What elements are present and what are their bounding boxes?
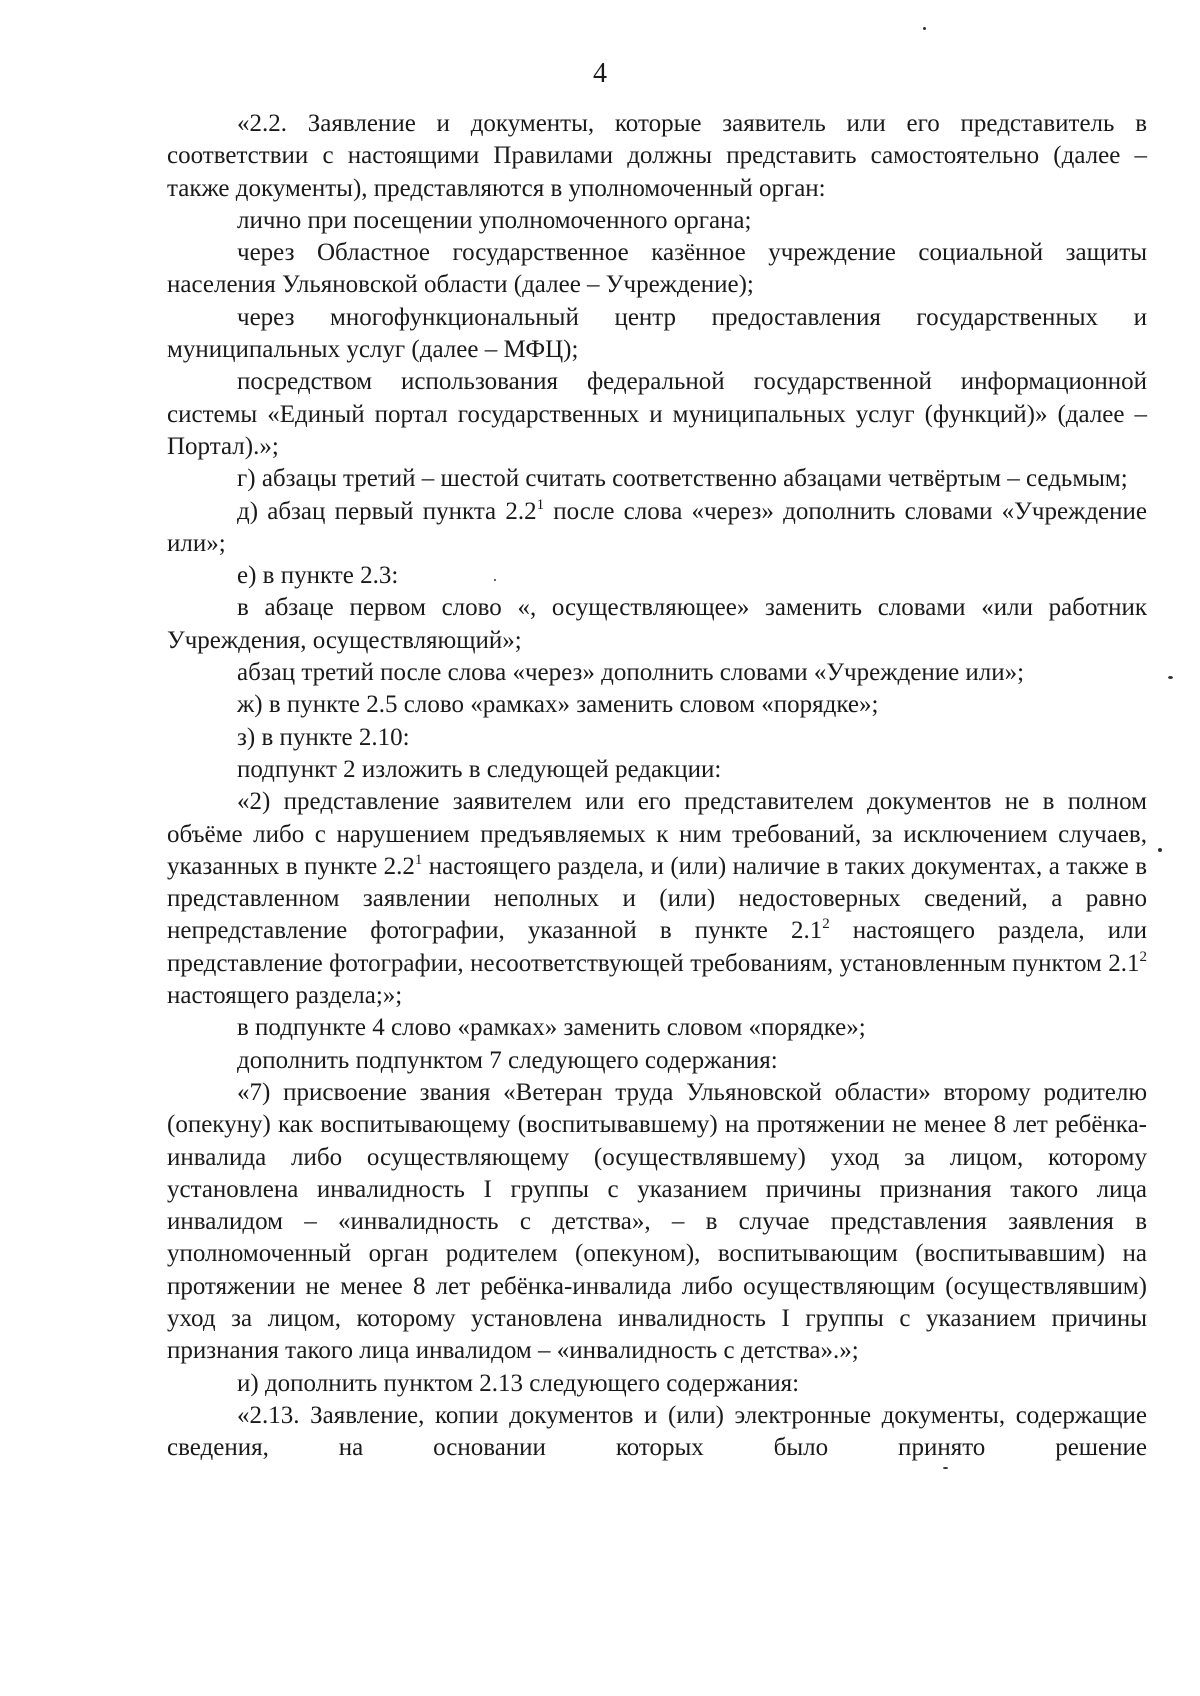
paragraph-zh: ж) в пункте 2.5 слово «рамках» заменить словом «порядке»; [237,691,879,719]
page-number: 4 [593,58,607,89]
paragraph-e: е) в пункте 2.3: [237,562,399,590]
superscript: 2 [822,916,830,933]
paragraph-2-13: «2.13. Заявление, копии документов и (или) электронные документы, содержащие сведения, на основании которых было принято решение [167,1401,1147,1462]
paragraph-subitem-7-intro: дополнить подпунктом 7 следующего содержания: [237,1046,778,1074]
paragraph-d-after: после слова «через» дополнить словами «Учреждение или»; [167,497,1147,557]
paragraph-z: з) в пункте 2.10: [237,723,410,751]
paragraph-in-person: лично при посещении уполномоченного органа; [237,206,752,234]
paragraph-via-portal: посредством использования федеральной государственной информационной системы «Единый портал государственных и муниципальных услуг (функций)» (далее – Портал).»; [167,368,1147,460]
scan-speck [943,1467,948,1469]
paragraph-e-third: абзац третий после слова «через» дополнить словами «Учреждение или»; [237,659,1025,687]
superscript: 1 [536,496,545,513]
subitem-2-part-1: «2) представление заявителем или его представителем документов не в полном объёме либо с нарушением предъявляемых к ним требований, за исключением случаев, указанных в пункте 2.2 [167,788,1147,880]
paragraph-subitem-2 [167,786,1147,1012]
superscript: 2 [1139,948,1147,965]
paragraph-d [167,496,1147,561]
paragraph-2-2: «2.2. Заявление и документы, которые заявитель или его представитель в соответствии с настоящими Правилами должны представить самостоятельно (далее – также документы), представляются в уполномоченный орган: [167,110,1147,202]
paragraph-via-institution: через Областное государственное казённое учреждение социальной защиты населения Ульяновской области (далее – Учреждение); [167,239,1147,299]
paragraph-subitem-2-intro: подпункт 2 изложить в следующей редакции: [237,755,722,783]
paragraph-d-before: д) абзац первый пункта 2.2 [237,497,537,525]
paragraph-i: и) дополнить пунктом 2.13 следующего содержания: [237,1369,800,1397]
paragraph-via-mfc: через многофункциональный центр предоставления государственных и муниципальных услуг (далее – МФЦ); [167,303,1147,364]
paragraph-e-first: в абзаце первом слово «, осуществляющее» заменить словами «или работник Учреждения, осуществляющий»; [167,594,1147,654]
paragraph-subitem-4: в подпункте 4 слово «рамках» заменить словом «порядке»; [237,1014,866,1042]
scan-speck [1158,848,1162,852]
document-body [167,108,1147,1464]
subitem-2-part-3: настоящего раздела, или представление фотографии, несоответствующей требованиям, установленным пунктом 2.1 [167,917,1147,977]
scan-speck [923,27,926,30]
paragraph-g: г) абзацы третий – шестой считать соответственно абзацами четвёртым – седьмым; [237,465,1128,493]
superscript: 1 [414,851,423,868]
subitem-2-part-4: настоящего раздела;»; [167,982,403,1010]
paragraph-subitem-7: «7) присвоение звания «Ветеран труда Ульяновской области» второму родителю (опекуну) как воспитывающему (воспитывавшему) на протяжении не менее 8 лет ребёнка-инвалида либо осуществляющему (осуществлявшему) уход за лицом, которому установлена инвалидность I группы с указанием причины признания такого лица инвалидом – «инвалидность с детства», – в случае представления заявления в уполномоченный орган родителем (опекуном), воспитывающим (воспитывавшим) на протяжении не менее 8 лет ребёнка-инвалида либо осуществляющим (осуществлявшим) уход за лицом, которому установлена инвалидность I группы с указанием причины признания такого лица инвалидом – «инвалидность с детства».»; [167,1078,1147,1365]
subitem-2-part-2: настоящего раздела, и (или) наличие в таких документах, а также в представленном заявлении неполных и (или) недостоверных сведений, а равно непредставление фотографии, указанной в пункте 2.1 [167,852,1147,945]
scan-speck [494,579,496,581]
scan-speck [1168,676,1173,679]
